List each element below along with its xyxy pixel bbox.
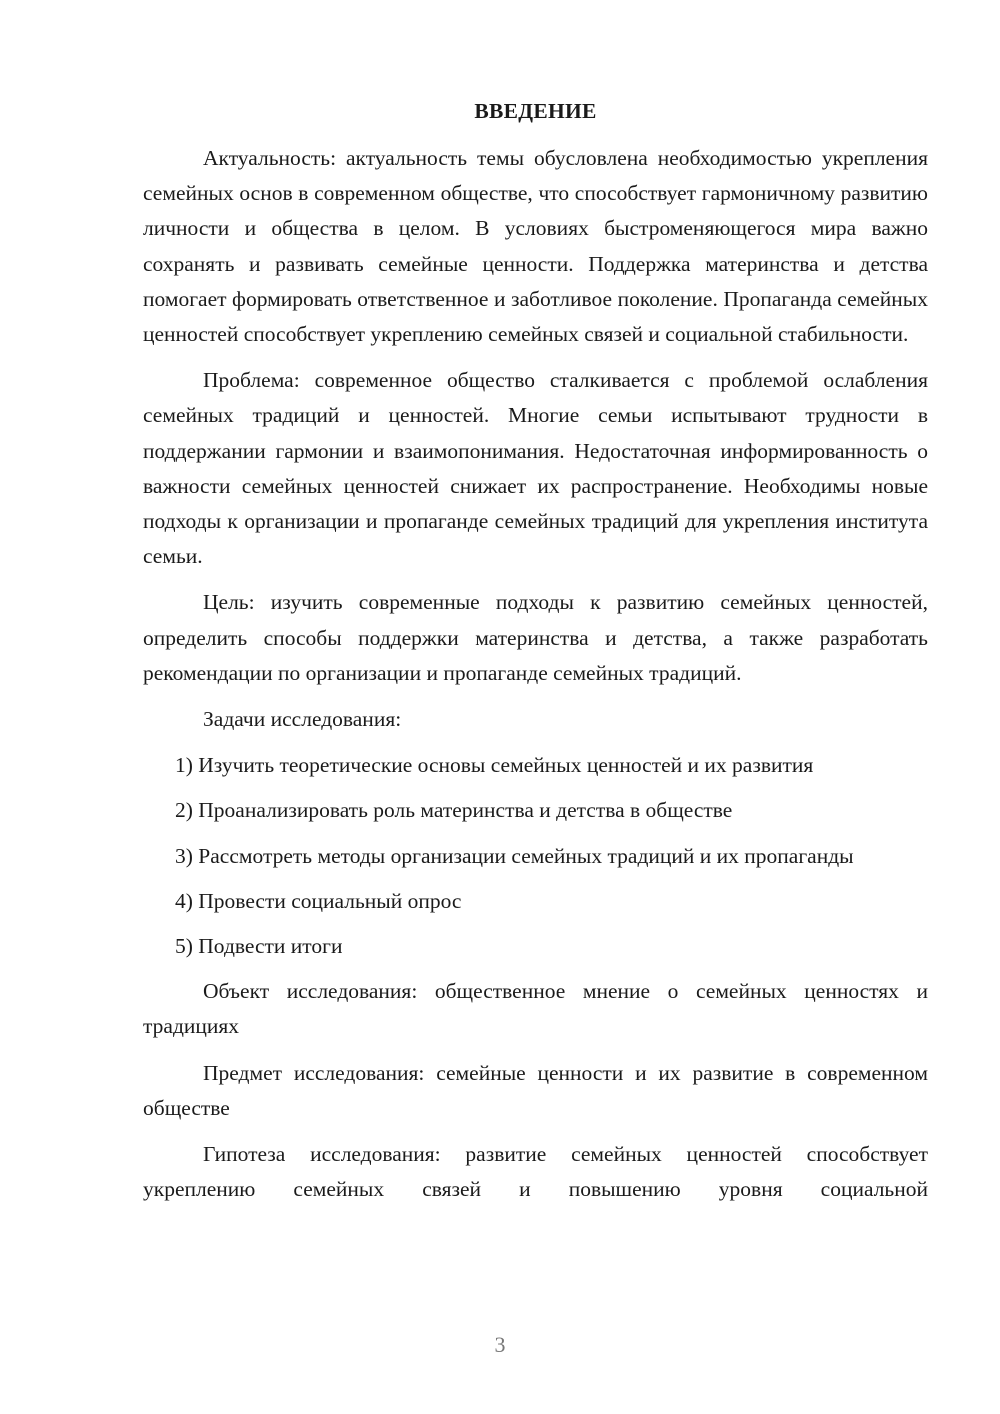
paragraph-object: Объект исследования: общественное мнение о семейных ценностях и традициях <box>143 979 928 1039</box>
paragraph-relevance: Актуальность: актуальность темы обусловлена необходимостью укрепления семейных основ в современном обществе, что способствует гармоничному развитию личности и общества в целом. В условиях быстроменяющегося мира важно сохранять и развивать семейные ценности. Поддержка материнства и детства помогает формировать ответственное и заботливое поколение. Пропаганда семейных ценностей способствует укреплению семейных связей и социальной стабильности. <box>143 146 928 347</box>
document-page <box>143 94 928 1218</box>
tasks-list <box>143 748 928 964</box>
paragraph-subject: Предмет исследования: семейные ценности и их развитие в современном обществе <box>143 1060 928 1120</box>
list-item: 4) Провести социальный опрос <box>175 888 462 913</box>
list-item: 3) Рассмотреть методы организации семейных традиций и их пропаганды <box>175 843 854 868</box>
page-number: 3 <box>494 1332 506 1357</box>
paragraph-goal: Цель: изучить современные подходы к развитию семейных ценностей, определить способы поддержки материнства и детства, а также разработать рекомендации по организации и пропаганде семейных традиций. <box>143 590 928 685</box>
list-item: 5) Подвести итоги <box>175 934 343 959</box>
paragraph-problem: Проблема: современное общество сталкивается с проблемой ослабления семейных традиций и ценностей. Многие семьи испытывают трудности в поддержании гармонии и взаимопонимания. Недостаточная информированность о важности семейных ценностей снижает их распространение. Необходимы новые подходы к организации и пропаганде семейных традиций для укрепления института семьи. <box>143 368 928 569</box>
tasks-title: Задачи исследования: <box>203 707 402 732</box>
list-item: 2) Проанализировать роль материнства и детства в обществе <box>175 798 733 823</box>
paragraph-hypothesis: Гипотеза исследования: развитие семейных ценностей способствует укреплению семейных связей и повышению уровня социальной <box>143 1142 928 1202</box>
list-item: 1) Изучить теоретические основы семейных ценностей и их развития <box>175 753 814 778</box>
page-title: ВВЕДЕНИЕ <box>474 99 597 123</box>
